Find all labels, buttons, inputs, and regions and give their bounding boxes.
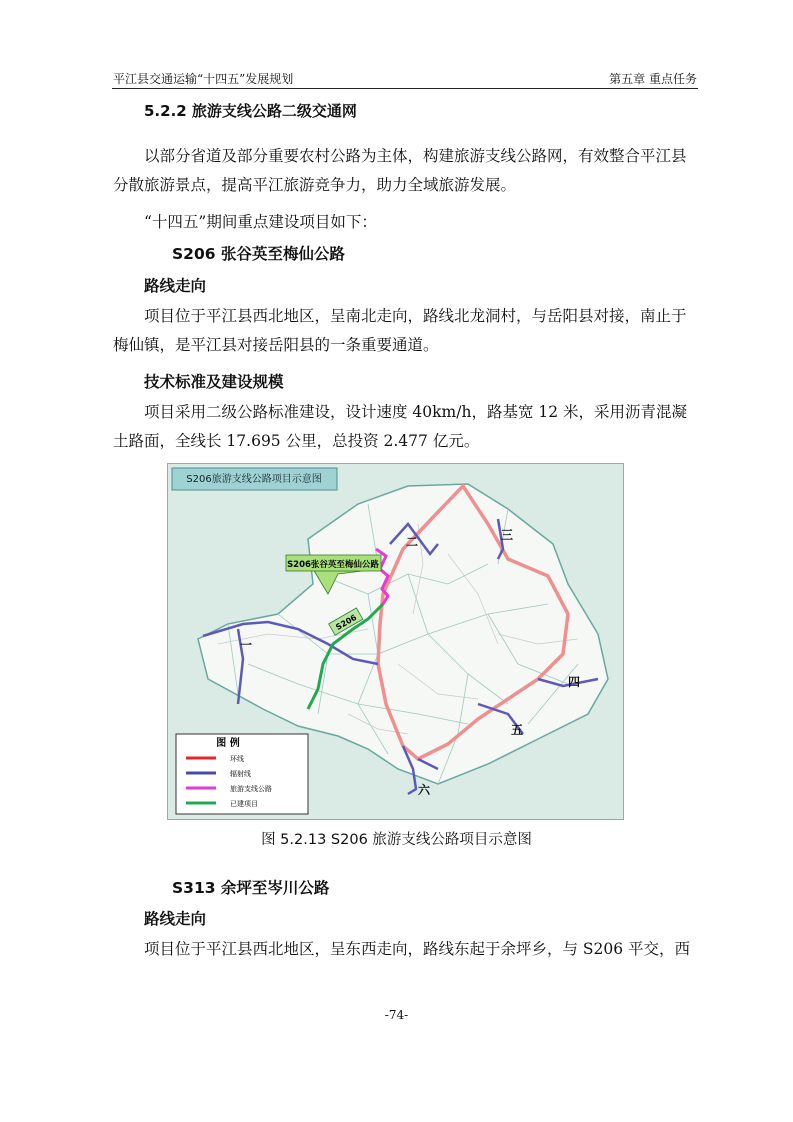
region-label-5: 五 <box>511 723 524 737</box>
running-header-chapter: 第五章 重点任务 <box>609 72 697 86</box>
route-paragraph: 项目位于平江县西北地区，呈南北走向，路线北龙洞村，与岳阳县对接，南止于梅仙镇，是平江县对接岳阳县的一条重要通道。 <box>113 307 687 354</box>
page-number: -74- <box>384 1008 409 1022</box>
region-label-2: 二 <box>406 535 419 549</box>
figure-caption: 图 5.2.13 S206 旅游支线公路项目示意图 <box>261 832 532 848</box>
legend-ring: 环线 <box>230 755 244 763</box>
standard-heading: 技术标准及建设规模 <box>144 373 284 391</box>
map-callout: S206张谷英至梅仙公路 <box>287 560 379 570</box>
project2-route-paragraph: 项目位于平江县西北地区，呈东西走向，路线东起于余坪乡，与 S206 平交，西 <box>144 940 691 958</box>
route-heading: 路线走向 <box>144 277 207 295</box>
header-rule <box>112 88 698 89</box>
region-label-1: 一 <box>240 638 253 652</box>
intro-paragraph: 以部分省道及部分重要农村公路为主体，构建旅游支线公路网，有效整合平江县分散旅游景点，提高平江旅游竞争力，助力全域旅游发展。 <box>113 147 687 194</box>
svg-text:S206: S206 <box>334 612 359 632</box>
legend-radial: 辐射线 <box>230 770 251 778</box>
map-legend <box>176 734 308 814</box>
route-map-figure <box>167 463 624 820</box>
legend-built: 已建项目 <box>230 800 258 808</box>
projects-intro: “十四五”期间重点建设项目如下： <box>144 213 377 231</box>
running-header-title: 平江县交通运输“十四五”发展规划 <box>113 72 294 86</box>
region-label-6: 六 <box>418 783 431 797</box>
project-title: S206 张谷英至梅仙公路 <box>172 245 345 263</box>
section-heading: 5.2.2 旅游支线公路二级交通网 <box>144 102 357 120</box>
project2-route-heading: 路线走向 <box>144 910 207 928</box>
standard-paragraph: 项目采用二级公路标准建设，设计速度 40km/h，路基宽 12 米，采用沥青混凝土路面，全线长 17.695 公里，总投资 2.477 亿元。 <box>113 403 688 450</box>
project2-title: S313 余坪至岑川公路 <box>172 879 330 897</box>
map-title: S206旅游支线公路项目示意图 <box>186 474 322 485</box>
region-label-3: 三 <box>501 528 514 542</box>
route-map <box>168 464 623 819</box>
region-label-4: 四 <box>568 675 581 689</box>
legend-title: 图 例 <box>216 738 240 749</box>
legend-tourism: 旅游支线公路 <box>230 785 272 793</box>
